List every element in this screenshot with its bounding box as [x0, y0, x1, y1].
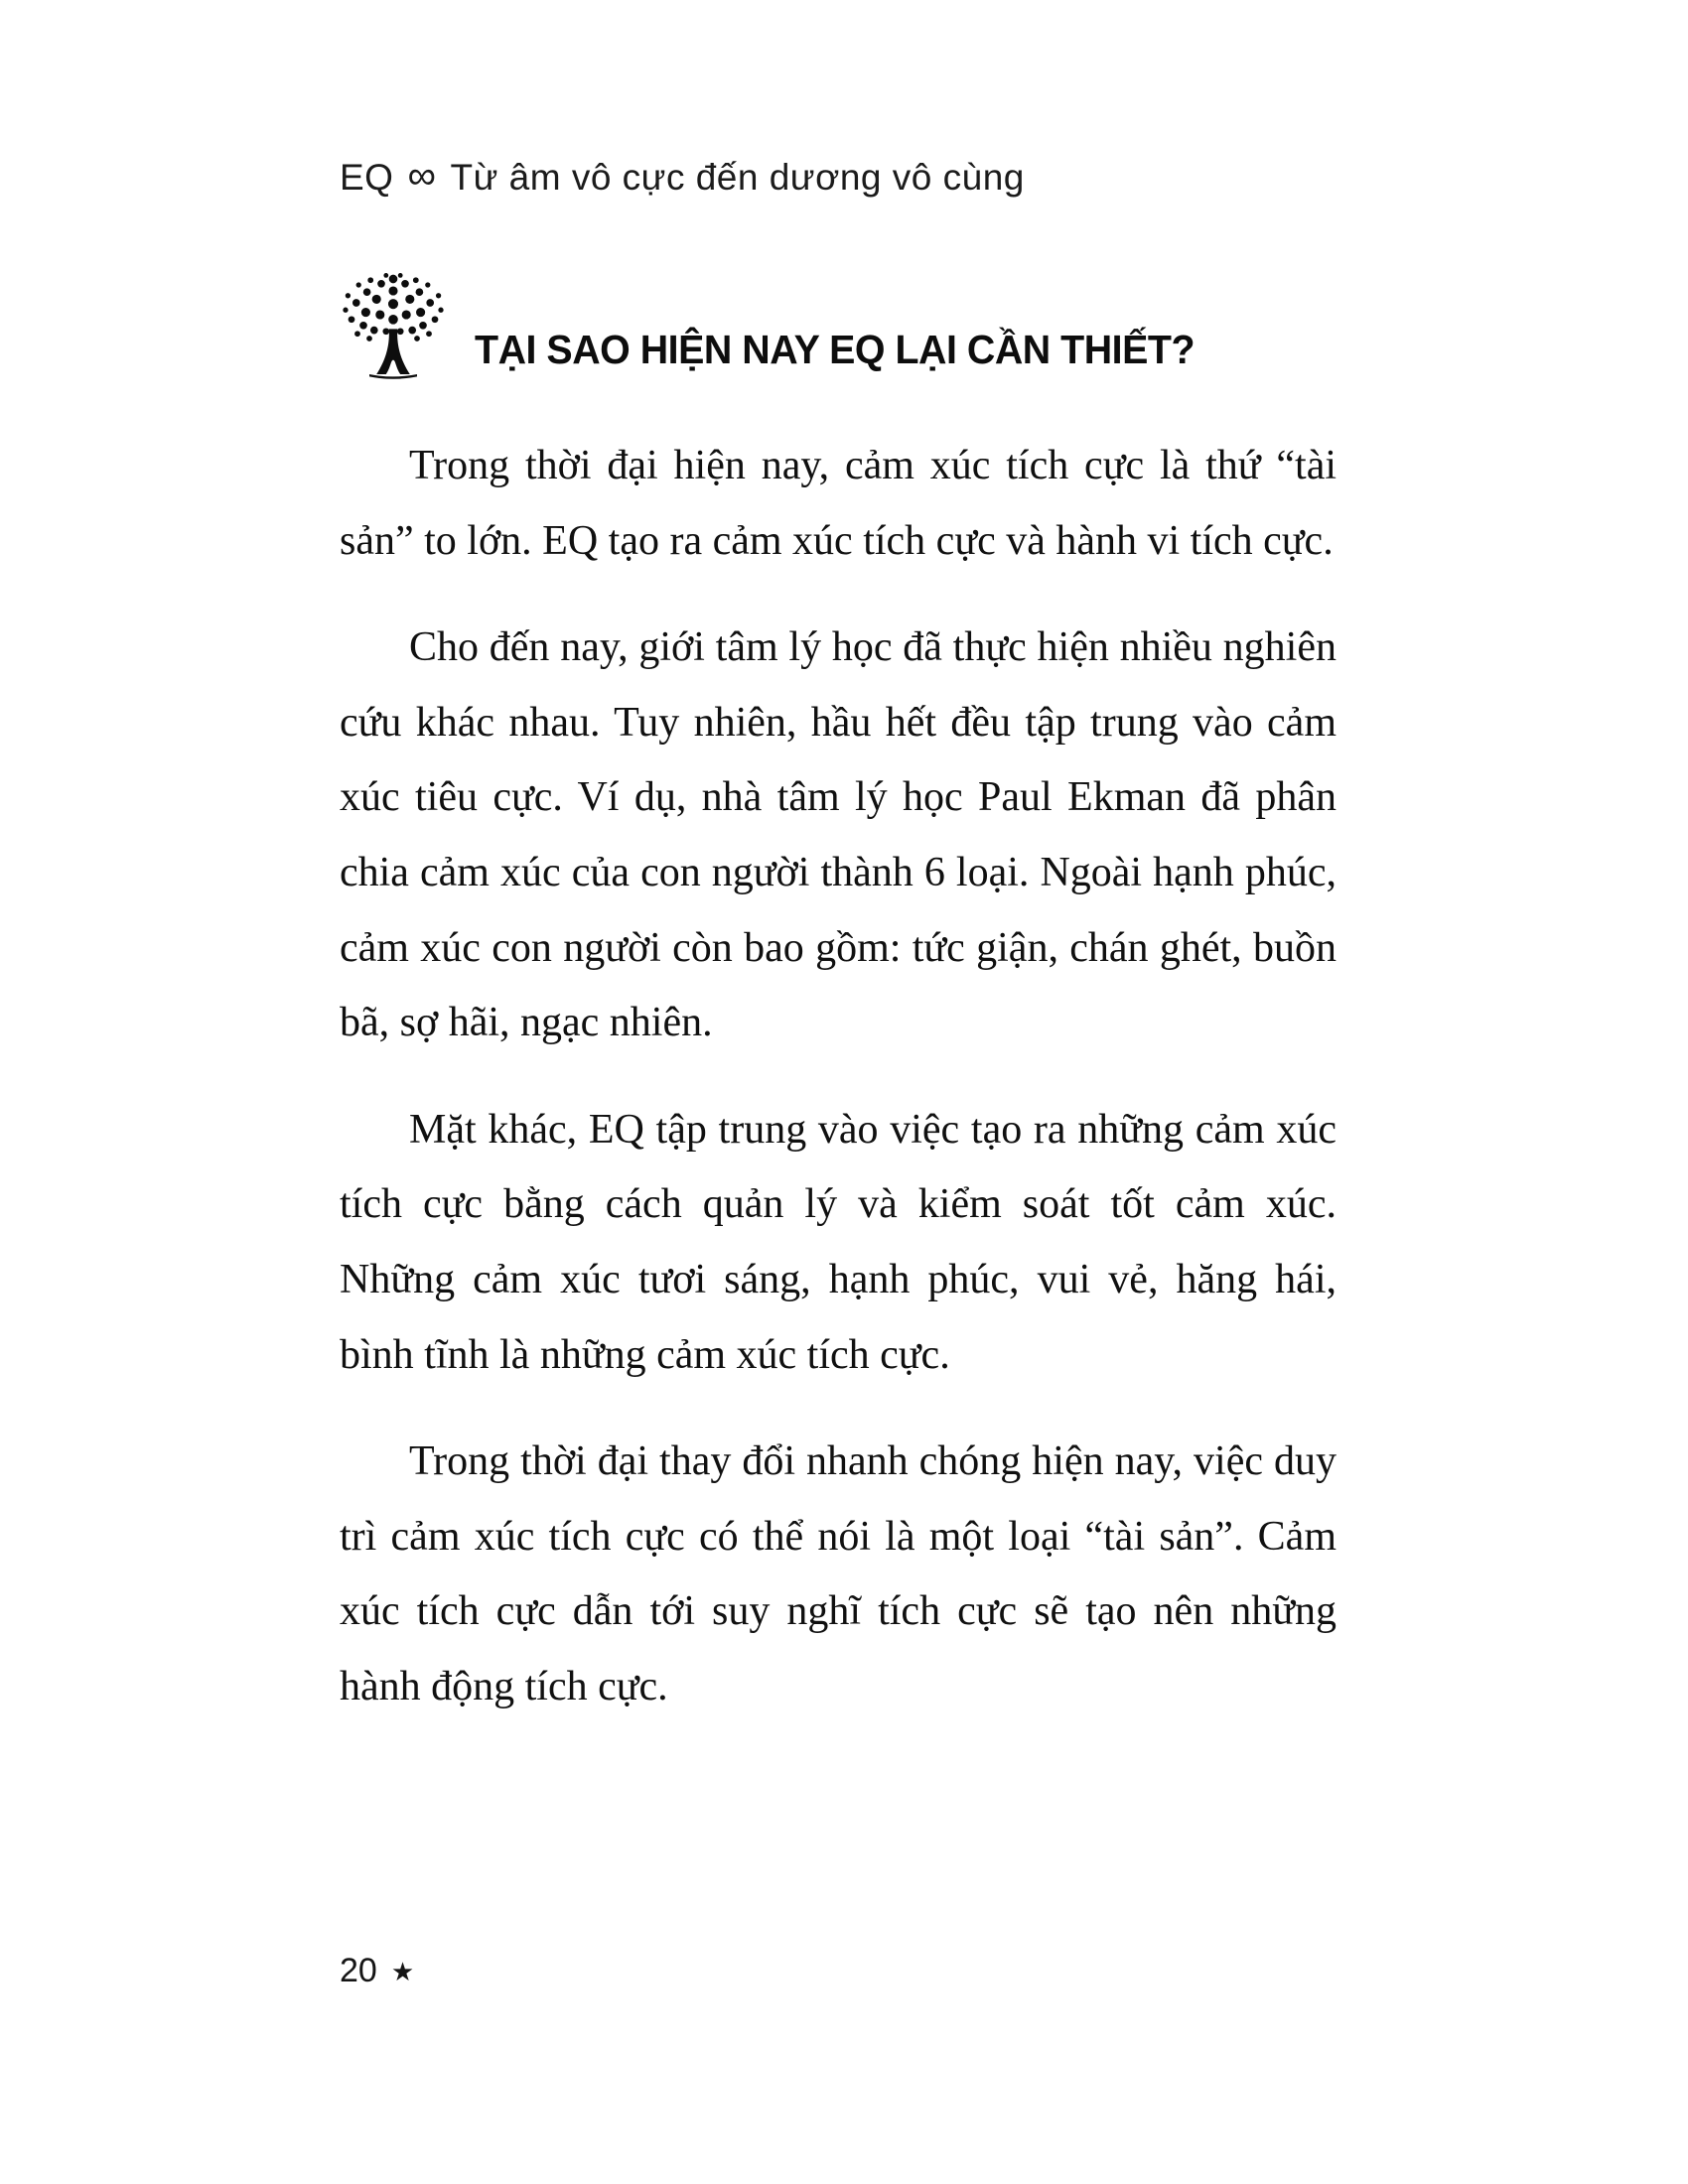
- running-header: [340, 154, 1025, 199]
- infinity-icon: ∞: [407, 154, 437, 198]
- star-icon: ★: [390, 1957, 415, 1986]
- running-header-title: Từ âm vô cực đến dương vô cùng: [450, 157, 1025, 198]
- paragraph-3: Mặt khác, EQ tập trung vào việc tạo ra những cảm xúc tích cực bằng cách quản lý và kiểm soát tốt cảm xúc. Những cảm xúc tươi sáng, hạnh phúc, vui vẻ, hăng hái, bình tĩnh là những cảm xúc tích cực.: [340, 1106, 1336, 1378]
- section-heading-row: [334, 266, 1224, 387]
- paragraph-2: Cho đến nay, giới tâm lý học đã thực hiện nhiều nghiên cứu khác nhau. Tuy nhiên, hầu hết đều tập trung vào cảm xúc tiêu cực. Ví dụ, nhà tâm lý học Paul Ekman đã phân chia cảm xúc của con người thành 6 loại. Ngoài hạnh phúc, cảm xúc con người còn bao gồm: tức giận, chán ghét, buồn bã, sợ hãi, ngạc nhiên.: [340, 624, 1336, 1046]
- tree-icon: [334, 266, 453, 387]
- page-number: 20: [340, 1952, 377, 1989]
- paragraph-1: Trong thời đại hiện nay, cảm xúc tích cực là thứ “tài sản” to lớn. EQ tạo ra cảm xúc tích cực và hành vi tích cực.: [340, 443, 1336, 564]
- page-footer: [340, 1952, 414, 1990]
- paragraph-4: Trong thời đại thay đổi nhanh chóng hiện nay, việc duy trì cảm xúc tích cực có thể nói là một loại “tài sản”. Cảm xúc tích cực dẫn tới suy nghĩ tích cực sẽ tạo nên những hành động tích cực.: [340, 1438, 1336, 1709]
- section-heading: TẠI SAO HIỆN NAY EQ LẠI CẦN THIẾT?: [475, 327, 1196, 372]
- running-header-code: EQ: [340, 157, 394, 198]
- body-text: [340, 429, 1336, 1725]
